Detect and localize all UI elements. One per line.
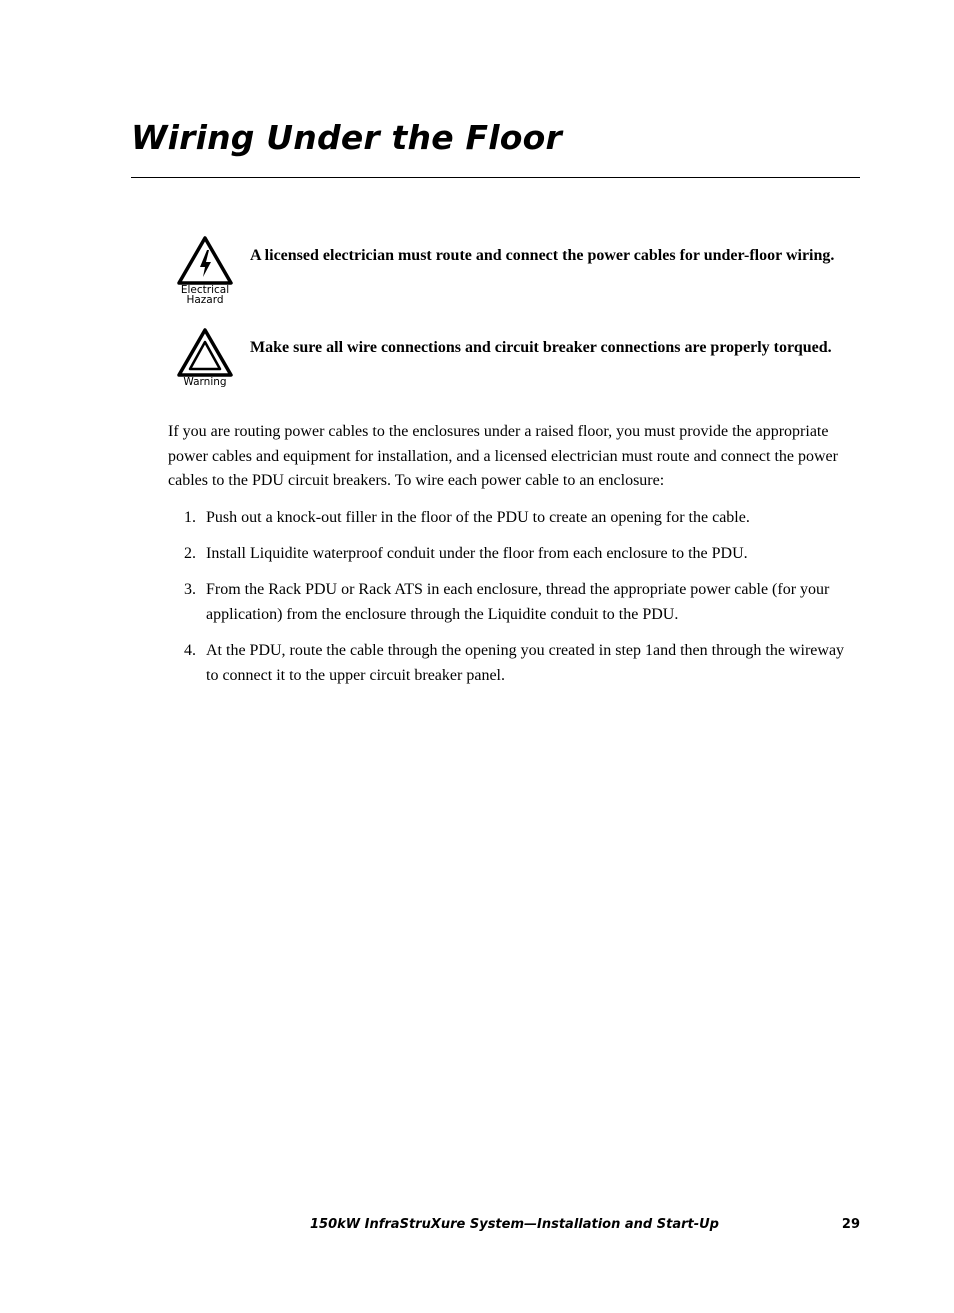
step-number: 3. xyxy=(184,581,196,598)
list-item xyxy=(168,505,858,530)
warning-notice xyxy=(174,327,860,397)
icon-label: Hazard xyxy=(186,294,224,306)
icon-label: Warning xyxy=(183,376,227,388)
list-item xyxy=(168,577,858,627)
footer-page-number: 29 xyxy=(841,1217,860,1232)
title-rule xyxy=(131,177,860,178)
step-text: Push out a knock-out filler in the floor of the PDU to create an opening for the cable. xyxy=(206,509,750,526)
electrical-hazard-notice xyxy=(174,235,860,310)
notice-text: A licensed electrician must route and connect the power cables for under-floor wiring. xyxy=(250,247,835,264)
intro-paragraph: If you are routing power cables to the enclosures under a raised floor, you must provide the appropriate power cables and equipment for installation, and a licensed electrician must route and connect the power cables to the PDU circuit breakers. To wire each power cable to an enclosure: xyxy=(168,423,838,489)
warning-icon xyxy=(174,327,236,387)
page-title: Wiring Under the Floor xyxy=(131,118,562,157)
procedure-steps xyxy=(168,505,858,699)
notice-text: Make sure all wire connections and circuit breaker connections are properly torqued. xyxy=(250,339,832,356)
list-item xyxy=(168,541,858,566)
footer-document-title: 150kW InfraStruXure System—Installation and Start-Up xyxy=(310,1217,719,1232)
step-text: Install Liquidite waterproof conduit under the floor from each enclosure to the PDU. xyxy=(206,545,748,562)
list-item xyxy=(168,638,858,688)
step-number: 1. xyxy=(184,509,196,526)
step-text: At the PDU, route the cable through the opening you created in step 1and then through the wireway to connect it to the upper circuit breaker panel. xyxy=(206,642,845,684)
step-text: From the Rack PDU or Rack ATS in each enclosure, thread the appropriate power cable (for your application) from the enclosure through the Liquidite conduit to the PDU. xyxy=(206,581,830,623)
icon-label: Electrical xyxy=(180,284,230,296)
electrical-hazard-icon xyxy=(174,235,236,305)
step-number: 2. xyxy=(184,545,196,562)
step-number: 4. xyxy=(184,642,196,659)
